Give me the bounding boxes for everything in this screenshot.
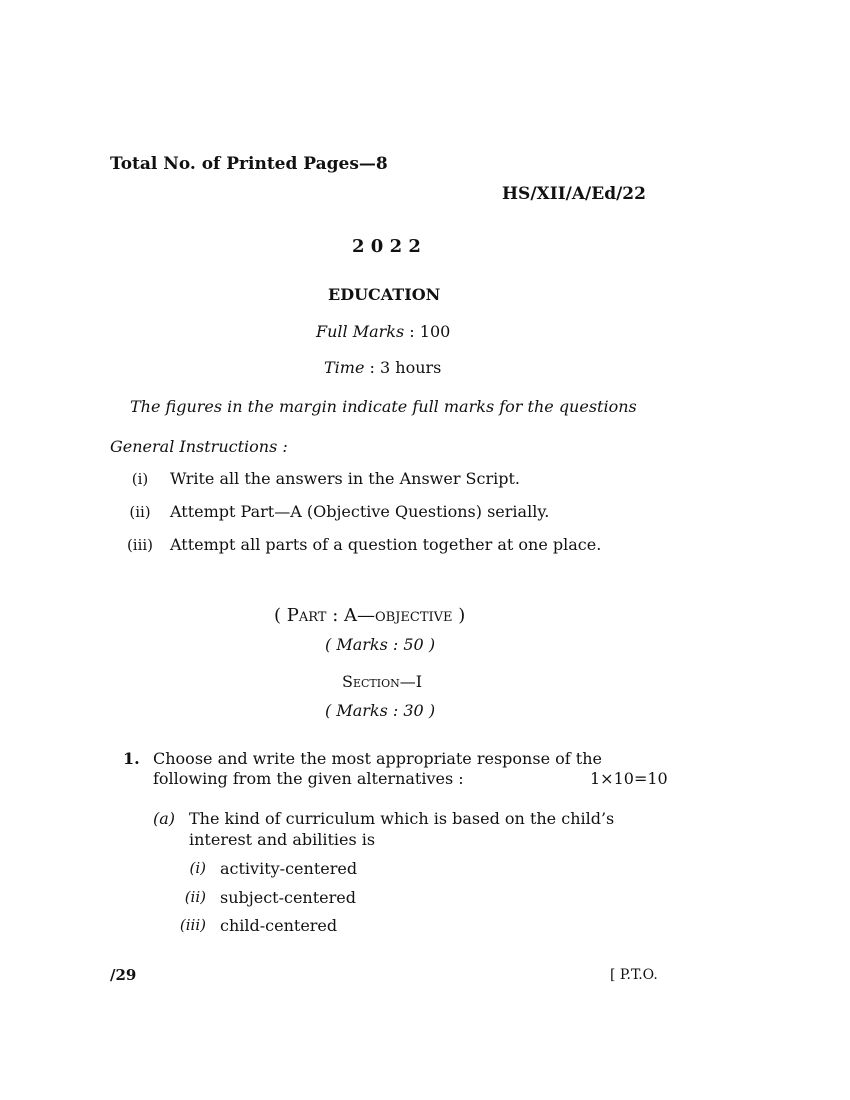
time-label: Time [324,358,365,377]
instruction-num: (iii) [126,536,154,554]
subquestion-text: The kind of curriculum which is based on the child’s [189,809,615,828]
instruction-num: (ii) [129,503,151,521]
subject-title: EDUCATION [328,285,441,304]
instruction-text: Attempt Part—A (Objective Questions) serially. [170,502,550,521]
footer-code: /29 [110,966,137,984]
instruction-text: Attempt all parts of a question together at one place. [170,535,602,554]
time-line [324,358,441,377]
option-num: (i) [189,859,206,877]
instruction-text: Write all the answers in the Answer Script. [170,469,520,488]
full-marks-label: Full Marks [316,322,405,341]
subquestion-text: interest and abilities is [189,830,376,849]
part-title: ( Part : A—objective ) [274,605,466,626]
question-number: 1. [123,749,140,768]
subquestion-label: (a) [153,809,176,828]
total-pages-label: Total No. of Printed Pages—8 [110,154,388,174]
question-marks: 1×10=10 [590,769,668,788]
question-text: following from the given alternatives : [153,769,464,788]
margin-note: The figures in the margin indicate full marks for the questions [130,397,637,416]
option-num: (iii) [179,916,206,934]
option-num: (ii) [184,888,206,906]
full-marks-value: 100 [419,322,451,341]
instruction-num: (i) [131,470,149,488]
question-text: Choose and write the most appropriate response of the [153,749,602,768]
option-text: activity-centered [220,859,358,878]
time-value: 3 hours [380,358,442,377]
footer-pto: [ P.T.O. [610,967,658,983]
instructions-heading: General Instructions : [110,437,288,456]
full-marks-line [316,322,450,341]
full-marks-sep: : [409,322,415,341]
section-marks: ( Marks : 30 ) [325,701,436,720]
time-sep: : [369,358,375,377]
exam-year: 2 0 2 2 [352,236,421,257]
section-title: Section—I [342,672,423,691]
option-text: child-centered [220,916,338,935]
part-marks: ( Marks : 50 ) [325,635,436,654]
paper-code: HS/XII/A/Ed/22 [502,184,646,204]
option-text: subject-centered [220,888,356,907]
